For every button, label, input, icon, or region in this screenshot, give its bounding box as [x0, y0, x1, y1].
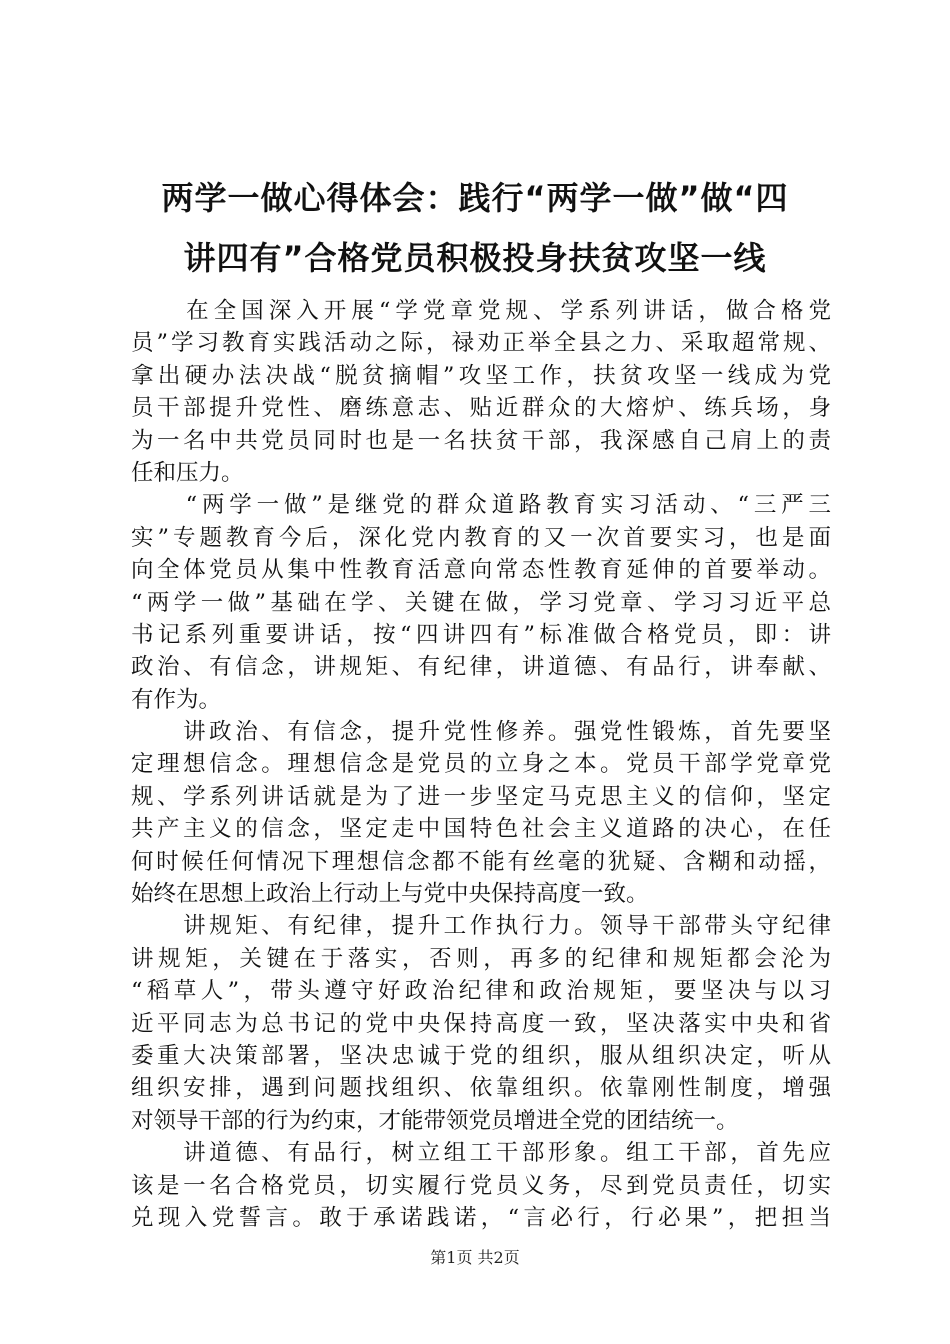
body-line: 何时候任何情况下理想信念都不能有丝毫的犹疑、含糊和动摇， — [131, 848, 831, 875]
body-line: 该是一名合格党员，切实履行党员义务，尽到党员责任，切实 — [131, 1172, 831, 1199]
body-line: 定理想信念。理想信念是党员的立身之本。党员干部学党章党 — [131, 751, 831, 778]
body-line: 为一名中共党员同时也是一名扶贫干部，我深感自己肩上的责 — [131, 427, 831, 454]
body-line: 员”学习教育实践活动之际，禄劝正举全县之力、采取超常规、 — [131, 330, 831, 357]
body-line: 员干部提升党性、磨练意志、贴近群众的大熔炉、练兵场，身 — [131, 395, 831, 422]
body-line: 在全国深入开展“学党章党规、学系列讲话，做合格党 — [131, 298, 831, 324]
title-line-2: 讲四有”合格党员积极投身扶贫攻坚一线 — [183, 239, 767, 277]
body-line: 政治、有信念，讲规矩、有纪律，讲道德、有品行，讲奉献、 — [131, 654, 831, 681]
body-line: 讲规矩，关键在于落实，否则，再多的纪律和规矩都会沦为 — [131, 945, 831, 972]
body-line: 讲道德、有品行，树立组工干部形象。组工干部，首先应 — [131, 1140, 831, 1167]
body-line: 始终在思想上政治上行动上与党中央保持高度一致。 — [131, 881, 649, 908]
body-line: 实”专题教育今后，深化党内教育的又一次首要实习，也是面 — [131, 524, 831, 551]
body-line: 书记系列重要讲话，按“四讲四有”标准做合格党员，即：讲 — [131, 621, 831, 648]
body-line: 讲政治、有信念，提升党性修养。强党性锻炼，首先要坚 — [131, 719, 831, 746]
body-line: 规、学系列讲话就是为了进一步坚定马克思主义的信仰，坚定 — [131, 783, 831, 810]
body-line: 有作为。 — [131, 686, 222, 713]
body-line: “两学一做”基础在学、关键在做，学习党章、学习习近平总 — [131, 589, 831, 616]
document-title — [120, 168, 830, 288]
body-line: 讲规矩、有纪律，提升工作执行力。领导干部带头守纪律 — [131, 913, 831, 940]
body-line: 兑现入党誓言。敢于承诺践诺，“言必行，行必果”，把担当 — [131, 1204, 831, 1231]
body-line: 近平同志为总书记的党中央保持高度一致，坚决落实中央和省 — [131, 1010, 831, 1037]
body-line: 对领导干部的行为约束，才能带领党员增进全党的团结统一。 — [131, 1107, 739, 1134]
body-line: 拿出硬办法决战“脱贫摘帽”攻坚工作，扶贫攻坚一线成为党 — [131, 362, 831, 389]
page-footer: 第1页 共2页 — [430, 1248, 520, 1267]
body-line: “稻草人”，带头遵守好政治纪律和政治规矩，要坚决与以习 — [131, 978, 831, 1005]
body-line: 组织安排，遇到问题找组织、依靠组织。依靠刚性制度，增强 — [131, 1075, 831, 1102]
title-line-1: 两学一做心得体会：践行“两学一做”做“四 — [161, 179, 789, 217]
body-line: 任和压力。 — [131, 459, 244, 486]
body-line: “两学一做”是继党的群众道路教育实习活动、“三严三 — [131, 492, 831, 519]
document-body — [131, 295, 831, 1234]
body-line: 向全体党员从集中性教育活意向常态性教育延伸的首要举动。 — [131, 557, 831, 584]
body-line: 委重大决策部署，坚决忠诚于党的组织，服从组织决定，听从 — [131, 1042, 831, 1069]
body-line: 共产主义的信念，坚定走中国特色社会主义道路的决心，在任 — [131, 816, 831, 843]
